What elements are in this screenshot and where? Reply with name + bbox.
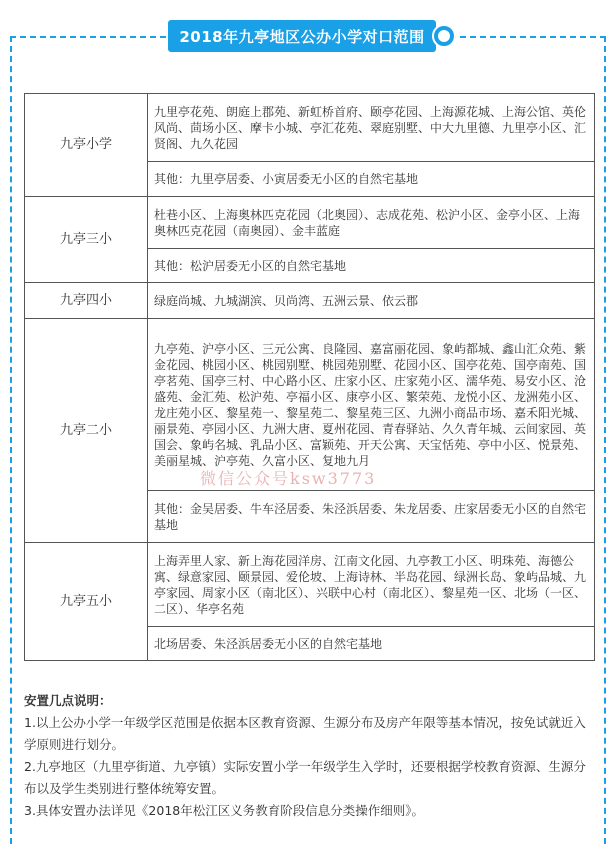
district-other: 其他：松沪居委无小区的自然宅基地 [148,249,595,283]
district-area: 绿庭尚城、九城湖滨、贝尚湾、五洲云景、依云郡 [148,283,595,319]
table-row [25,543,595,627]
note-item: 3.具体安置办法详见《2018年松江区义务教育阶段信息分类操作细则》。 [24,803,424,818]
district-area: 九亭苑、沪亭小区、三元公寓、良隆园、嘉富丽花园、象屿都城、鑫山汇众苑、紫金花园、桃园小区、桃园别墅、桃园苑别墅、花园小区、国亭花苑、国亭南苑、国亭茗苑、国亭三村、中心路小区、庄家小区、庄家苑小区、濡华苑、易安小区、沧盛苑、金汇苑、松沪苑、亭福小区、康亭小区、繁荣苑、龙悦小区、龙洲苑小区、龙庄苑小区、黎星苑一、黎星苑二、黎星苑三区、九洲小商品市场、嘉禾阳光城、丽景苑、亭园小区、九洲大唐、夏州花园、青春驿站、久久青年城、云间家园、英国会、象屿名城、乳品小区、富颖苑、开天公寓、天宝恬苑、亭中小区、悦景苑、美丽星城、沪亭苑、久富小区、复地九月 [148,319,595,491]
school-name: 九亭三小 [25,197,148,283]
title-banner [168,20,436,52]
note-item: 1.以上公办小学一年级学区范围是依据本区教育资源、生源分布及房产年限等基本情况，按免试就近入学原则进行划分。 [24,715,586,752]
table-row [25,197,595,249]
district-other: 北场居委、朱泾浜居委无小区的自然宅基地 [148,627,595,661]
table-row [25,94,595,162]
notes-heading: 安置几点说明： [24,693,112,708]
school-name: 九亭小学 [25,94,148,197]
school-name: 九亭四小 [25,283,148,319]
district-other: 其他：九里亭居委、小寅居委无小区的自然宅基地 [148,162,595,197]
school-name: 九亭二小 [25,319,148,543]
district-area: 上海弄里人家、新上海花园洋房、江南文化园、九亭教工小区、明珠苑、海德公寓、绿意家园、颐景园、爱伦坡、上海诗林、半岛花园、绿洲长岛、象屿品城、九亭家园、周家小区（南北区）、兴联中心村（南北区）、黎星苑一区、北场（一区、二区）、华亭名苑 [148,543,595,627]
district-area: 杜巷小区、上海奥林匹克花园（北奥园）、志成花苑、松沪小区、金亭小区、上海奥林匹克花园（南奥园）、金丰蓝庭 [148,197,595,249]
watermark-text: 微信公众号ksw3773 [200,469,377,488]
district-area: 九里亭花苑、朗庭上郡苑、新虹桥首府、颐亭花园、上海源花城、上海公馆、英伦风尚、茴场小区、摩卡小城、亭汇花苑、翠庭别墅、中大九里德、九里亭小区、汇贤阁、九久花园 [148,94,595,162]
district-other: 其他：金吴居委、牛车泾居委、朱泾浜居委、朱龙居委、庄家居委无小区的自然宅基地 [148,491,595,543]
page-title: 2018年九亭地区公办小学对口范围 [179,27,425,46]
table-row [25,283,595,319]
school-district-table [24,93,595,661]
title-circle-inner [438,30,450,42]
school-name: 九亭五小 [25,543,148,661]
table-row [25,319,595,491]
note-item: 2.九亭地区（九里亭街道、九亭镇）实际安置小学一年级学生入学时，还要根据学校教育资源、生源分布以及学生类别进行整体统筹安置。 [24,759,586,796]
notes-section [24,690,594,822]
